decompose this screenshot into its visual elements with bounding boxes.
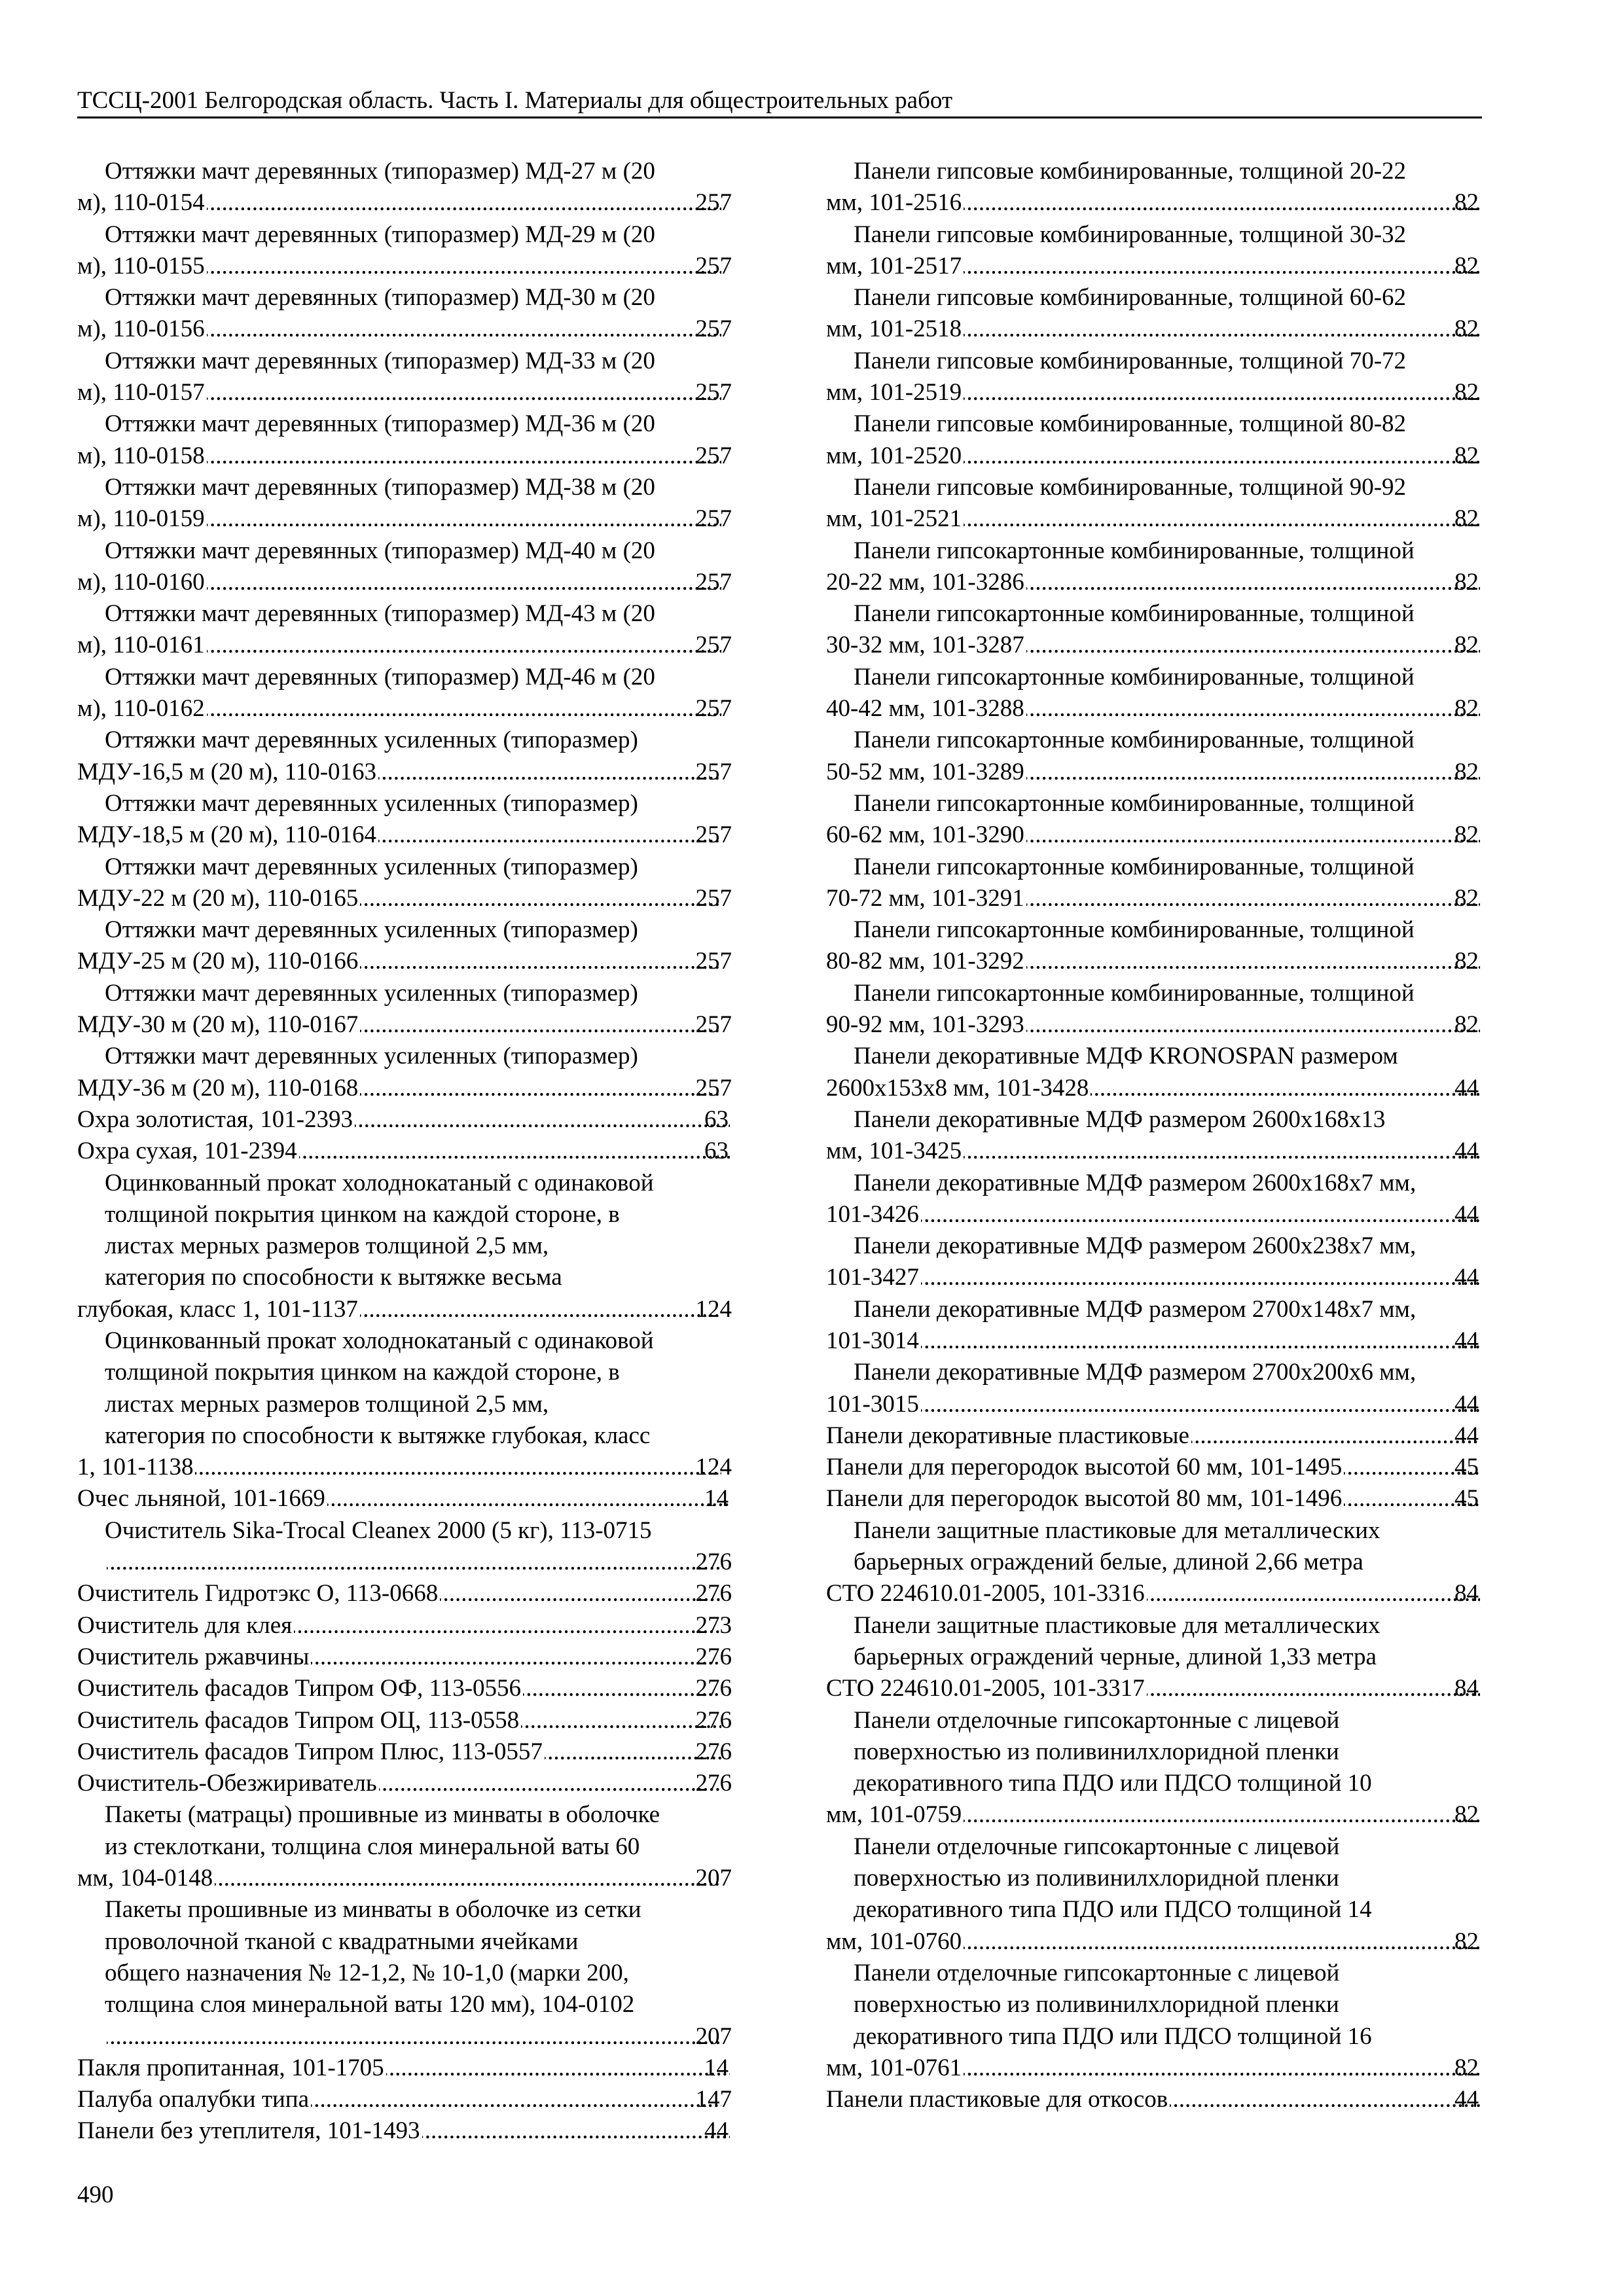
dot-leader [294, 1610, 721, 1641]
dot-leader [921, 1389, 1480, 1420]
index-entry-text: Оттяжки мачт деревянных (типоразмер) МД-30 м (20 [105, 284, 655, 312]
dot-leader [207, 187, 721, 219]
index-entry-text: Панели гипсокартонные комбинированные, толщиной [854, 916, 1415, 944]
index-entry: Панели гипсовые комбинированные, толщиной 20-22 мм, 101-2516 ..... 82 [826, 156, 1482, 219]
index-entry: Панели гипсокартонные комбинированные, толщиной 50-52 мм, 101-3289 ..... 82 [826, 725, 1482, 788]
index-entry: Панели без утеплителя, 101-1493 ..... 44 [77, 2115, 732, 2147]
dot-leader [921, 1262, 1480, 1293]
index-entry-text: Панели гипсовые комбинированные, толщиной 90-92 [854, 473, 1407, 501]
index-page-ref: 257 [695, 884, 732, 912]
dot-leader [964, 314, 1480, 345]
index-page-ref: 257 [695, 189, 732, 217]
index-entry-text: Панели гипсокартонные комбинированные, толщиной [854, 663, 1415, 691]
index-entry-text: Оттяжки мачт деревянных (типоразмер) МД-40 м (20 [105, 537, 655, 564]
index-entry-text: м), 110-0161 [77, 632, 205, 659]
dot-leader [440, 1578, 721, 1609]
index-entry-text: Пакля пропитанная, 101-1705 [77, 2054, 384, 2081]
index-entry [77, 914, 732, 978]
dot-leader [964, 1926, 1480, 1958]
index-entry-text: Оттяжки мачт деревянных (типоразмер) МД-33 м (20 [105, 347, 655, 374]
index-entry-text: декоративного типа ПДО или ПДСО толщиной 16 [854, 2022, 1372, 2050]
index-entry-text: Панели гипсовые комбинированные, толщиной 70-72 [854, 347, 1407, 374]
index-entry-text: Очиститель Гидротэкс О, 113-0668 [77, 1580, 439, 1607]
index-entry-text: мм, 101-2519 [826, 379, 962, 406]
index-entry: Панели декоративные МДФ размером 2600x168x13 мм, 101-3425 ..... 44 [826, 1104, 1482, 1168]
index-entry-text: Оттяжки мачт деревянных усиленных (типоразмер) [105, 726, 638, 754]
index-entry-text: мм, 101-0761 [826, 2054, 962, 2081]
index-entry-text: мм, 101-2520 [826, 442, 962, 469]
index-entry-text: Очиститель фасадов Типром ОФ, 113-0556 [77, 1675, 522, 1702]
index-entry-text: Оцинкованный прокат холоднокатаный с одинаковой [105, 1169, 654, 1196]
index-page-ref: 257 [695, 821, 732, 849]
index-entry-text: Оттяжки мачт деревянных (типоразмер) МД-27 м (20 [105, 158, 655, 185]
index-entry [77, 1041, 732, 1104]
dot-leader [355, 1104, 730, 1136]
dot-leader [964, 1799, 1480, 1831]
dot-leader [1091, 1073, 1480, 1104]
index-page-ref: 147 [695, 2086, 732, 2113]
index-entry-text: 70-72 мм, 101-3291 [826, 884, 1024, 912]
index-entry [77, 1673, 732, 1704]
index-entry: Пакля пропитанная, 101-1705 ..... 14 [77, 2053, 732, 2084]
index-entry-text: Охра золотистая, 101-2393 [77, 1105, 353, 1133]
index-entry: Панели декоративные МДФ KRONOSPAN размером 2600x153x8 мм, 101-3428 ..... 44 [826, 1041, 1482, 1104]
index-entry: Панели гипсокартонные комбинированные, толщиной 70-72 мм, 101-3291 ..... 82 [826, 852, 1482, 915]
index-entry [77, 1168, 732, 1325]
dot-leader [207, 251, 721, 282]
index-entry: Охра сухая, 101-2394 ..... 63 [77, 1136, 732, 1167]
index-page-ref: 124 [695, 1454, 732, 1481]
dot-leader [964, 377, 1480, 408]
index-entry-text: Панели защитные пластиковые для металлических [854, 1516, 1380, 1544]
index-entry-text: толщиной покрытия цинком на каждой стороне, в [105, 1200, 620, 1228]
index-page-ref: 257 [695, 505, 732, 533]
dot-leader [378, 757, 721, 788]
index-entry: Панели гипсокартонные комбинированные, толщиной 90-92 мм, 101-3293 ..... 82 [826, 978, 1482, 1041]
dot-leader [1191, 1420, 1480, 1452]
index-entry [77, 219, 732, 283]
index-entry [77, 408, 732, 472]
index-entry-text: Панели декоративные МДФ KRONOSPAN размером [854, 1043, 1398, 1070]
index-entry-text: 101-3427 [826, 1264, 919, 1291]
index-entry-text: толщина слоя минеральной ваты 120 мм), 104-0102 [105, 1991, 635, 2018]
index-entry: Панели гипсовые комбинированные, толщиной 70-72 мм, 101-2519 ..... 82 [826, 346, 1482, 409]
index-entry-text: Панели декоративные МДФ размером 2700x200x6 мм, [854, 1359, 1416, 1386]
index-page-ref: 257 [695, 442, 732, 469]
page-header: ТССЦ-2001 Белгородская область. Часть I. Материалы для общестроительных работ [77, 86, 1482, 118]
index-entry: Панели для перегородок высотой 60 мм, 101-1495 ..... 45 [826, 1452, 1482, 1483]
index-entry: Панели гипсокартонные комбинированные, толщиной 40-42 мм, 101-3288 ..... 82 [826, 662, 1482, 725]
index-entry: Панели защитные пластиковые для металлических барьерных ограждений черные, длиной 1,33 метра СТО 224610.01-2005, 101-3317 ..... 84 [826, 1610, 1482, 1705]
index-entry-text: м), 110-0157 [77, 379, 205, 406]
dot-leader [311, 1641, 721, 1673]
index-entry-text: категория по способности к вытяжке глубокая, класс [105, 1422, 651, 1449]
index-entry-text: Очиститель ржавчины [77, 1643, 310, 1670]
dot-leader [921, 1325, 1480, 1357]
index-entry-text: Панели отделочные гипсокартонные с лицевой [854, 1833, 1340, 1860]
index-entry-text: 1, 101-1138 [77, 1454, 194, 1481]
index-entry-text: декоративного типа ПДО или ПДСО толщиной 14 [854, 1896, 1372, 1924]
index-entry-text: Панели гипсовые комбинированные, толщиной 30-32 [854, 221, 1407, 248]
index-entry: Охра золотистая, 101-2393 ..... 63 [77, 1104, 732, 1136]
index-entry-text: Оцинкованный прокат холоднокатаный с одинаковой [105, 1327, 654, 1354]
index-entry: Панели гипсокартонные комбинированные, толщиной 30-32 мм, 101-3287 ..... 82 [826, 598, 1482, 662]
index-entry-text: барьерных ограждений белые, длиной 2,66 метра [854, 1549, 1363, 1576]
index-entry-text: 101-3014 [826, 1327, 919, 1354]
index-entry [77, 1705, 732, 1736]
index-entry: Панели отделочные гипсокартонные с лицевой поверхностью из поливинилхлоридной пленки декоративного типа ПДО или ПДСО толщиной 16 мм, 101-0761 ..... 82 [826, 1958, 1482, 2084]
index-page-ref: 276 [695, 1770, 732, 1797]
index-entry-text: декоративного типа ПДО или ПДСО толщиной 10 [854, 1770, 1372, 1797]
dot-leader [1026, 757, 1480, 788]
index-page-ref: 207 [695, 2022, 732, 2050]
index-column-left [77, 156, 732, 2147]
index-page-ref: 276 [695, 1738, 732, 1765]
dot-leader [107, 2021, 721, 2053]
index-page-ref: 257 [695, 568, 732, 596]
dot-leader [360, 946, 721, 977]
index-entry-text: Панели гипсокартонные комбинированные, толщиной [854, 979, 1415, 1007]
index-entry-text: Оттяжки мачт деревянных усиленных (типоразмер) [105, 916, 638, 944]
index-entry-text: Панели пластиковые для откосов [826, 2086, 1168, 2113]
index-entry [77, 1325, 732, 1483]
dot-leader [422, 2115, 730, 2147]
index-entry-text: 30-32 мм, 101-3287 [826, 632, 1024, 659]
dot-leader [386, 2053, 730, 2084]
index-entry-text: 2600x153x8 мм, 101-3428 [826, 1074, 1089, 1102]
index-page-ref: 257 [695, 1011, 732, 1039]
dot-leader [207, 503, 721, 535]
dot-leader [921, 1199, 1480, 1230]
index-entry-text: Панели гипсокартонные комбинированные, толщиной [854, 726, 1415, 754]
index-entry-text: СТО 224610.01-2005, 101-3316 [826, 1580, 1145, 1607]
index-page-ref: 257 [695, 758, 732, 785]
index-entry-text: Оттяжки мачт деревянных (типоразмер) МД-29 м (20 [105, 221, 655, 248]
index-entry-text: Панели декоративные МДФ размером 2600x168x7 мм, [854, 1169, 1416, 1196]
index-entry-text: м), 110-0156 [77, 315, 205, 343]
index-entry-text: барьерных ограждений черные, длиной 1,33 метра [854, 1643, 1377, 1670]
dot-leader [545, 1736, 721, 1768]
index-entry: Панели пластиковые для откосов ..... 44 [826, 2084, 1482, 2115]
index-entry-text: мм, 101-0760 [826, 1928, 962, 1955]
index-entry-text: мм, 101-2521 [826, 505, 962, 533]
index-entry: Панели декоративные пластиковые ..... 44 [826, 1420, 1482, 1452]
index-entry-text: м), 110-0159 [77, 505, 205, 533]
dot-leader [1147, 1673, 1480, 1704]
dot-leader [378, 819, 721, 851]
dot-leader [1026, 946, 1480, 977]
index-page-ref: 257 [695, 1074, 732, 1102]
dot-leader [107, 1547, 721, 1578]
index-entry-text: Оттяжки мачт деревянных усиленных (типоразмер) [105, 853, 638, 880]
index-entry-text: Пакеты прошивные из минваты в оболочке из сетки [105, 1896, 641, 1924]
index-entry-text: м), 110-0154 [77, 189, 205, 217]
index-entry: Панели гипсовые комбинированные, толщиной 30-32 мм, 101-2517 ..... 82 [826, 219, 1482, 283]
index-entry [77, 1641, 732, 1673]
index-entry [77, 346, 732, 409]
index-entry [77, 1515, 732, 1579]
dot-leader [964, 251, 1480, 282]
index-entry-text: 50-52 мм, 101-3289 [826, 758, 1024, 785]
index-entry: Панели защитные пластиковые для металлических барьерных ограждений белые, длиной 2,66 метра СТО 224610.01-2005, 101-3316 ..... 84 [826, 1515, 1482, 1610]
index-page-ref: 257 [695, 379, 732, 406]
index-entry-text: проволочной тканой с квадратными ячейками [105, 1928, 579, 1955]
index-entry-text: Панели для перегородок высотой 80 мм, 101-1496 [826, 1485, 1343, 1513]
dot-leader [1026, 567, 1480, 598]
index-entry [77, 1736, 732, 1768]
dot-leader [195, 1452, 721, 1483]
dot-leader [207, 567, 721, 598]
dot-leader [207, 693, 721, 725]
dot-leader [964, 503, 1480, 535]
dot-leader [311, 2084, 721, 2115]
index-entry [77, 156, 732, 219]
index-entry-text: Панели гипсокартонные комбинированные, толщиной [854, 789, 1415, 817]
index-entry [77, 1894, 732, 2052]
index-page-ref: 273 [695, 1611, 732, 1639]
index-entry-text: листах мерных размеров толщиной 2,5 мм, [105, 1232, 549, 1260]
index-entry-text: Панели гипсовые комбинированные, толщиной 20-22 [854, 158, 1407, 185]
index-entry-text: мм, 101-2518 [826, 315, 962, 343]
index-entry: Панели гипсовые комбинированные, толщиной 80-82 мм, 101-2520 ..... 82 [826, 408, 1482, 472]
index-entry-text: Очес льняной, 101-1669 [77, 1485, 325, 1513]
index-entry-text: МДУ-18,5 м (20 м), 110-0164 [77, 821, 377, 849]
index-entry-text: Оттяжки мачт деревянных (типоразмер) МД-46 м (20 [105, 663, 655, 691]
index-entry-text: Панели без утеплителя, 101-1493 [77, 2117, 420, 2145]
dot-leader [964, 2053, 1480, 2084]
index-page-ref: 257 [695, 632, 732, 659]
index-entry [77, 978, 732, 1041]
index-entry-text: из стеклоткани, толщина слоя минеральной ваты 60 [105, 1833, 640, 1860]
index-entry-text: Очиститель-Обезжириватель [77, 1770, 377, 1797]
index-entry [77, 1768, 732, 1799]
index-entry [77, 852, 732, 915]
index-entry-text: Пакеты (матрацы) прошивные из минваты в оболочке [105, 1801, 660, 1829]
index-entry-text: МДУ-22 м (20 м), 110-0165 [77, 884, 359, 912]
dot-leader [1026, 1009, 1480, 1041]
index-entry-text: МДУ-25 м (20 м), 110-0166 [77, 948, 359, 975]
index-page-ref: 257 [695, 315, 732, 343]
index-entry-text: Очиститель фасадов Типром Плюс, 113-0557 [77, 1738, 543, 1765]
index-entry: Панели декоративные МДФ размером 2700x200x6 мм, 101-3015 ..... 44 [826, 1357, 1482, 1420]
index-entry-text: Панели отделочные гипсокартонные с лицевой [854, 1706, 1340, 1734]
index-entry: Панели гипсовые комбинированные, толщиной 60-62 мм, 101-2518 ..... 82 [826, 282, 1482, 346]
index-page-ref: 257 [695, 948, 732, 975]
index-entry: Панели гипсокартонные комбинированные, толщиной 60-62 мм, 101-3290 ..... 82 [826, 788, 1482, 852]
index-entry-text: Панели декоративные пластиковые [826, 1422, 1189, 1449]
index-entry: Панели декоративные МДФ размером 2600x168x7 мм, 101-3426 ..... 44 [826, 1168, 1482, 1231]
index-entry-text: поверхностью из поливинилхлоридной пленки [854, 1738, 1339, 1765]
dot-leader [1026, 883, 1480, 914]
index-entry-text: Панели защитные пластиковые для металлических [854, 1611, 1380, 1639]
dot-leader [207, 377, 721, 408]
index-entry-text: мм, 101-0759 [826, 1801, 962, 1829]
index-entry-text: категория по способности к вытяжке весьма [105, 1264, 562, 1291]
index-entry-text: Оттяжки мачт деревянных (типоразмер) МД-36 м (20 [105, 410, 655, 438]
index-page-ref: 276 [695, 1580, 732, 1607]
index-entry-text: Панели гипсокартонные комбинированные, толщиной [854, 853, 1415, 880]
index-entry [77, 1610, 732, 1641]
dot-leader [379, 1768, 721, 1799]
index-entry-text: мм, 101-2517 [826, 252, 962, 279]
index-entry-text: Панели для перегородок высотой 60 мм, 101-1495 [826, 1454, 1343, 1481]
index-entry-text: 101-3015 [826, 1390, 919, 1418]
dot-leader [964, 1136, 1480, 1167]
dot-leader [207, 630, 721, 661]
index-entry: Панели отделочные гипсокартонные с лицевой поверхностью из поливинилхлоридной пленки декоративного типа ПДО или ПДСО толщиной 14 мм, 101-0760 ..... 82 [826, 1831, 1482, 1958]
index-entry-text: 90-92 мм, 101-3293 [826, 1011, 1024, 1039]
index-entry-text: Оттяжки мачт деревянных усиленных (типоразмер) [105, 979, 638, 1007]
index-entry-text: мм, 101-2516 [826, 189, 962, 217]
index-entry-text: Очиститель для клея [77, 1611, 293, 1639]
index-entry: Панели гипсовые комбинированные, толщиной 90-92 мм, 101-2521 ..... 82 [826, 472, 1482, 535]
dot-leader [1026, 630, 1480, 661]
index-entry-text: 60-62 мм, 101-3290 [826, 821, 1024, 849]
index-entry-text: м), 110-0162 [77, 695, 205, 723]
dot-leader [360, 1009, 721, 1041]
index-entry [77, 788, 732, 852]
index-entry-text: м), 110-0160 [77, 568, 205, 596]
index-entry-text: Охра сухая, 101-2394 [77, 1138, 297, 1165]
dot-leader [360, 1294, 721, 1325]
index-entry-text: общего назначения № 12-1,2, № 10-1,0 (марки 200, [105, 1959, 629, 1986]
index-entry-text: Оттяжки мачт деревянных усиленных (типоразмер) [105, 789, 638, 817]
index-entry [77, 1799, 732, 1894]
index-entry [77, 662, 732, 725]
index-entry [77, 598, 732, 662]
dot-leader [1026, 693, 1480, 725]
dot-leader [360, 883, 721, 914]
index-entry-text: Очиститель фасадов Типром ОЦ, 113-0558 [77, 1706, 520, 1734]
index-entry-text: 101-3426 [826, 1200, 919, 1228]
index-page-ref: 276 [695, 1675, 732, 1702]
index-entry-text: 20-22 мм, 101-3286 [826, 568, 1024, 596]
index-entry-text: Панели декоративные МДФ размером 2600x168x13 [854, 1105, 1386, 1133]
index-entry-text: МДУ-30 м (20 м), 110-0167 [77, 1011, 359, 1039]
index-entry: Очес льняной, 101-1669 ..... 14 [77, 1483, 732, 1515]
index-entry-text: толщиной покрытия цинком на каждой стороне, в [105, 1359, 620, 1386]
index-entry: Панели для перегородок высотой 80 мм, 101-1496 ..... 45 [826, 1483, 1482, 1515]
index-page-ref: 276 [695, 1643, 732, 1670]
index-entry-text: м), 110-0158 [77, 442, 205, 469]
index-entry-text: поверхностью из поливинилхлоридной пленки [854, 1991, 1339, 2018]
index-page-ref: 257 [695, 695, 732, 723]
index-entry-text: Панели отделочные гипсокартонные с лицевой [854, 1959, 1340, 1986]
index-entry-text: МДУ-16,5 м (20 м), 110-0163 [77, 758, 377, 785]
index-page-ref: 276 [695, 1706, 732, 1734]
dot-leader [299, 1136, 730, 1167]
index-entry-text: Оттяжки мачт деревянных усиленных (типоразмер) [105, 1043, 638, 1070]
index-entry: Панели декоративные МДФ размером 2700x148x7 мм, 101-3014 ..... 44 [826, 1294, 1482, 1357]
index-entry-text: м), 110-0155 [77, 252, 205, 279]
index-entry-text: Оттяжки мачт деревянных (типоразмер) МД-43 м (20 [105, 600, 655, 628]
index-entry-text: 80-82 мм, 101-3292 [826, 948, 1024, 975]
index-entry-text: Палуба опалубки типа [77, 2086, 310, 2113]
page-number: 490 [77, 2181, 114, 2208]
index-entry [77, 725, 732, 788]
dot-leader [523, 1673, 721, 1704]
index-entry-text: глубокая, класс 1, 101-1137 [77, 1295, 358, 1323]
dot-leader [521, 1705, 721, 1736]
index-entry-text: мм, 104-0148 [77, 1865, 213, 1892]
index-entry-text: СТО 224610.01-2005, 101-3317 [826, 1675, 1145, 1702]
index-entry-text: 40-42 мм, 101-3288 [826, 695, 1024, 723]
index-page-ref: 207 [695, 1865, 732, 1892]
index-entry-text: поверхностью из поливинилхлоридной пленки [854, 1865, 1339, 1892]
dot-leader [964, 187, 1480, 219]
dot-leader [360, 1073, 721, 1104]
index-entry: Панели декоративные МДФ размером 2600x238x7 мм, 101-3427 ..... 44 [826, 1230, 1482, 1294]
dot-leader [327, 1483, 730, 1515]
index-entry-text: Панели гипсовые комбинированные, толщиной 60-62 [854, 284, 1407, 312]
dot-leader [215, 1863, 721, 1894]
index-entry [77, 535, 732, 599]
dot-leader [1026, 819, 1480, 851]
index-entry-text: Панели гипсокартонные комбинированные, толщиной [854, 600, 1415, 628]
index-entry-text: Панели гипсовые комбинированные, толщиной 80-82 [854, 410, 1407, 438]
index-page-ref: 124 [695, 1295, 732, 1323]
index-entry [77, 472, 732, 535]
index-entry-text: Панели гипсокартонные комбинированные, толщиной [854, 537, 1415, 564]
dot-leader [207, 314, 721, 345]
index-entry [77, 2084, 732, 2115]
index-entry-text: мм, 101-3425 [826, 1138, 962, 1165]
index-entry-text: Панели декоративные МДФ размером 2700x148x7 мм, [854, 1295, 1416, 1323]
index-entry [77, 1578, 732, 1609]
index-entry-text: Очиститель Sika-Trocal Cleanex 2000 (5 кг), 113-0715 [105, 1516, 652, 1544]
index-entry: Панели гипсокартонные комбинированные, толщиной 20-22 мм, 101-3286 ..... 82 [826, 535, 1482, 599]
index-entry-text: МДУ-36 м (20 м), 110-0168 [77, 1074, 359, 1102]
index-entry-text: Панели декоративные МДФ размером 2600x238x7 мм, [854, 1232, 1416, 1260]
dot-leader [964, 440, 1480, 472]
index-column-right [826, 156, 1482, 2115]
index-entry: Панели отделочные гипсокартонные с лицевой поверхностью из поливинилхлоридной пленки декоративного типа ПДО или ПДСО толщиной 10 мм, 101-0759 ..... 82 [826, 1705, 1482, 1831]
index-page-ref: 257 [695, 252, 732, 279]
dot-leader [1170, 2084, 1480, 2115]
index-entry-text: Оттяжки мачт деревянных (типоразмер) МД-38 м (20 [105, 473, 655, 501]
index-entry-text: листах мерных размеров толщиной 2,5 мм, [105, 1390, 549, 1418]
index-entry [77, 282, 732, 346]
dot-leader [207, 440, 721, 472]
index-page-ref: 276 [695, 1549, 732, 1576]
dot-leader [1147, 1578, 1480, 1609]
index-entry: Панели гипсокартонные комбинированные, толщиной 80-82 мм, 101-3292 ..... 82 [826, 914, 1482, 978]
